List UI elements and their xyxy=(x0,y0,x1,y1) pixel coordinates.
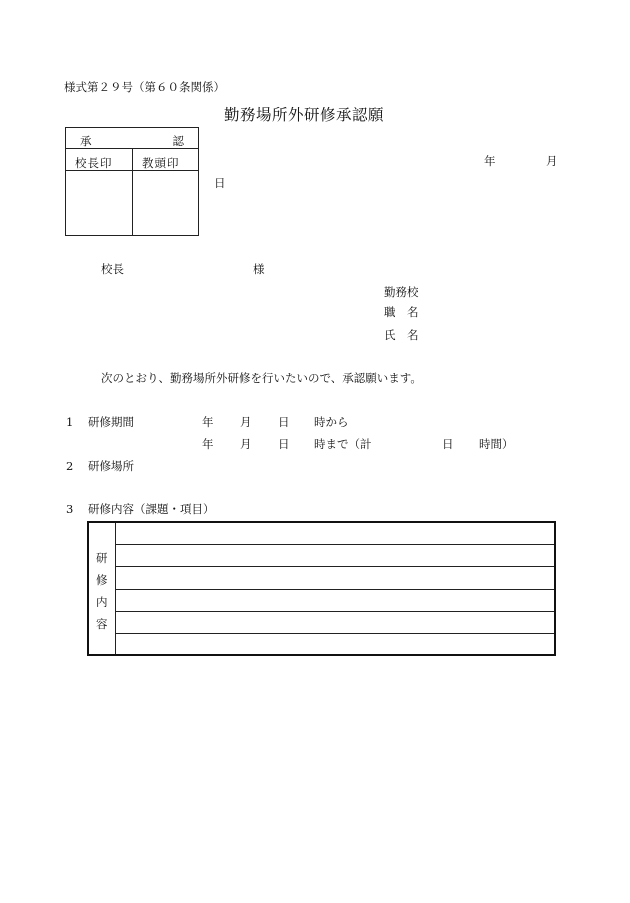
period-start-day: 日 xyxy=(278,415,290,429)
item-content-number: 3 xyxy=(66,502,74,516)
period-start-month: 月 xyxy=(240,415,252,429)
addressee-honorific: 様 xyxy=(253,262,265,276)
period-start-year: 年 xyxy=(202,415,214,429)
content-line-5 xyxy=(115,633,554,634)
document-title: 勤務場所外研修承認願 xyxy=(224,106,385,124)
content-line-3 xyxy=(115,589,554,590)
period-end-day: 日 xyxy=(278,437,290,451)
applicant-name-label: 氏 名 xyxy=(384,328,419,342)
addressee-title: 校長 xyxy=(101,262,124,276)
form-number: 様式第２９号（第６０条関係） xyxy=(64,80,225,94)
content-side-label-2: 修 xyxy=(96,573,108,587)
approval-header-right: 認 xyxy=(172,134,184,148)
stamp-divider xyxy=(132,149,133,235)
period-end-month: 月 xyxy=(240,437,252,451)
content-table xyxy=(87,521,556,656)
date-year: 年 xyxy=(484,154,496,168)
approval-stamp-box xyxy=(65,127,199,236)
intro-text: 次のとおり、勤務場所外研修を行いたいので、承認願います。 xyxy=(101,371,422,385)
item-place-label: 研修場所 xyxy=(88,459,134,473)
item-period-label: 研修期間 xyxy=(88,415,134,429)
period-start-time: 時から xyxy=(314,415,349,429)
item-content-label: 研修内容（課題・項目） xyxy=(88,502,215,516)
applicant-position-label: 職 名 xyxy=(384,305,419,319)
date-month: 月 xyxy=(546,154,558,168)
period-end-time: 時まで（計 xyxy=(314,437,372,451)
principal-seal-label: 校長印 xyxy=(75,156,113,170)
date-day: 日 xyxy=(214,176,226,190)
content-side-label-3: 内 xyxy=(96,595,108,609)
content-line-1 xyxy=(115,544,554,545)
content-line-2 xyxy=(115,566,554,567)
period-end-year: 年 xyxy=(202,437,214,451)
item-period-number: 1 xyxy=(66,415,74,429)
approval-header-left: 承 xyxy=(80,134,92,148)
applicant-school-label: 勤務校 xyxy=(384,285,419,299)
vice-principal-seal-label: 教頭印 xyxy=(142,156,180,170)
period-total-hour: 時間） xyxy=(479,437,514,451)
content-side-label-4: 容 xyxy=(96,617,108,631)
content-line-4 xyxy=(115,611,554,612)
item-place-number: 2 xyxy=(66,459,74,473)
period-total-day: 日 xyxy=(442,437,454,451)
content-side-label-1: 研 xyxy=(96,551,108,565)
approval-header-row xyxy=(66,128,198,149)
